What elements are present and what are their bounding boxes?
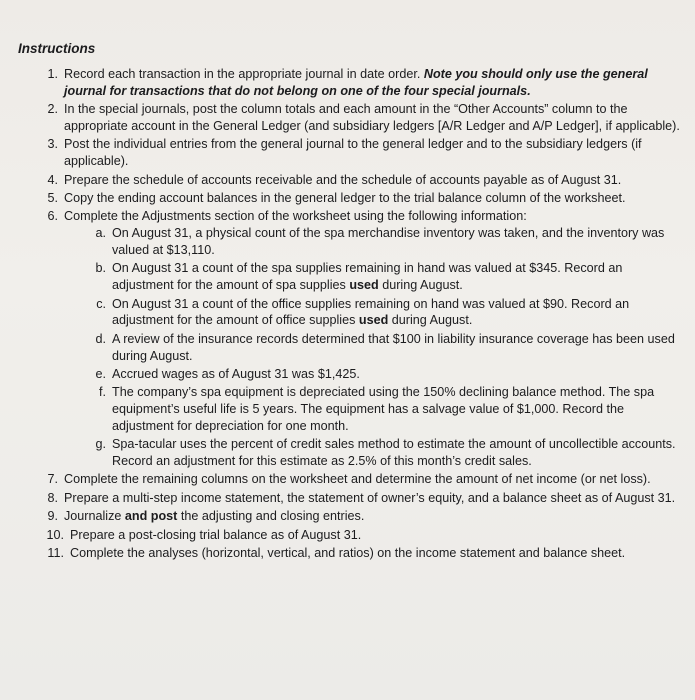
item-text: Prepare the schedule of accounts receivable and the schedule of accounts payable as of August 31. <box>64 172 622 187</box>
item-text: Post the individual entries from the general journal to the general ledger and to the subsidiary ledgers (if applicable). <box>64 137 642 169</box>
item-number: 3. <box>47 137 58 152</box>
list-item <box>18 490 687 507</box>
item-text-end: the adjusting and closing entries. <box>177 509 365 524</box>
list-item <box>18 66 687 100</box>
item-text: Journalize <box>64 509 125 524</box>
subitem-letter: e. <box>95 366 106 381</box>
subitem-text: Spa-tacular uses the percent of credit sales method to estimate the amount of uncollectible accounts. Record an adjustment for this estimate as 2.5% of this month’s credit sales. <box>112 437 676 469</box>
sublist-item <box>64 260 687 294</box>
subitem-text: A review of the insurance records determined that $100 in liability insurance coverage has been used during August. <box>112 331 675 363</box>
subitem-text: On August 31 a count of the office supplies remaining on hand was valued at $90. Record an adjustment for the amount of office supplies <box>112 296 630 328</box>
page-title: Instructions <box>18 41 96 56</box>
subitem-bold: used <box>358 313 389 328</box>
subitem-text-end: during August. <box>378 278 463 293</box>
subitem-text: On August 31, a physical count of the spa merchandise inventory was taken, and the inventory was valued at $13,110. <box>112 226 665 257</box>
item-number: 7. <box>47 472 58 487</box>
item-text: Complete the remaining columns on the worksheet and determine the amount of net income (or net loss). <box>64 472 651 487</box>
item-bold: and post <box>124 509 178 524</box>
item-text: In the special journals, post the column totals and each amount in the “Other Accounts” column to the appropriate account in the General Ledger (and subsidiary ledgers [A/R Ledger and A/P Ledger], if applicable). <box>64 102 680 133</box>
list-item <box>18 101 687 135</box>
sublist-item <box>64 331 687 365</box>
item-number: 9. <box>47 509 58 524</box>
list-item <box>18 471 687 488</box>
item-number: 2. <box>47 102 58 117</box>
list-item <box>18 527 687 544</box>
item-number: 6. <box>47 209 58 224</box>
sublist-item <box>64 225 687 259</box>
subitem-letter: d. <box>95 331 106 346</box>
subitem-letter: a. <box>95 226 106 241</box>
item-text: Prepare a multi-step income statement, the statement of owner’s equity, and a balance sheet as of August 31. <box>64 490 676 505</box>
item-number: 1. <box>47 67 58 81</box>
list-item <box>18 190 687 207</box>
list-item <box>18 208 687 470</box>
item-emphasis: Note you should only use the general journal for transactions that do not belong on one of the four special journals. <box>64 67 648 98</box>
item-number: 11. <box>47 546 64 561</box>
subitem-text: On August 31 a count of the spa supplies remaining in hand was valued at $345. Record an adjustment for the amount of spa supplies <box>112 261 623 293</box>
sublist-item <box>64 296 687 330</box>
item-text: Complete the analyses (horizontal, vertical, and ratios) on the income statement and balance sheet. <box>70 546 626 561</box>
subitem-letter: b. <box>95 261 106 276</box>
list-item <box>18 136 687 170</box>
list-item <box>18 172 687 189</box>
sublist-item <box>64 436 687 470</box>
item-text: Prepare a post-closing trial balance as of August 31. <box>70 527 362 542</box>
subitem-letter: f. <box>99 385 106 400</box>
subitem-letter: g. <box>95 437 106 452</box>
sublist-item <box>64 366 687 383</box>
subitem-letter: c. <box>96 296 106 311</box>
item-number: 4. <box>47 172 58 187</box>
item-text: Complete the Adjustments section of the worksheet using the following information: <box>64 209 527 224</box>
sublist-item <box>64 384 687 434</box>
subitem-text: The company’s spa equipment is depreciated using the 150% declining balance method. The spa equipment’s useful life is 5 years. The equipment has a salvage value of $1,000. Record the adjustment for depreciation for one month. <box>112 385 655 433</box>
item-text: Copy the ending account balances in the general ledger to the trial balance column of the worksheet. <box>64 190 626 205</box>
subitem-text-end: during August. <box>388 313 473 328</box>
adjustment-sublist <box>64 225 687 470</box>
subitem-bold: used <box>349 278 379 293</box>
item-text: Record each transaction in the appropriate journal in date order. <box>64 67 424 81</box>
instruction-list <box>18 66 687 562</box>
item-number: 8. <box>47 490 58 505</box>
list-item <box>18 545 687 562</box>
item-number: 10. <box>46 527 64 542</box>
list-item <box>18 508 687 525</box>
item-number: 5. <box>47 190 58 205</box>
subitem-text: Accrued wages as of August 31 was $1,425. <box>112 366 360 381</box>
